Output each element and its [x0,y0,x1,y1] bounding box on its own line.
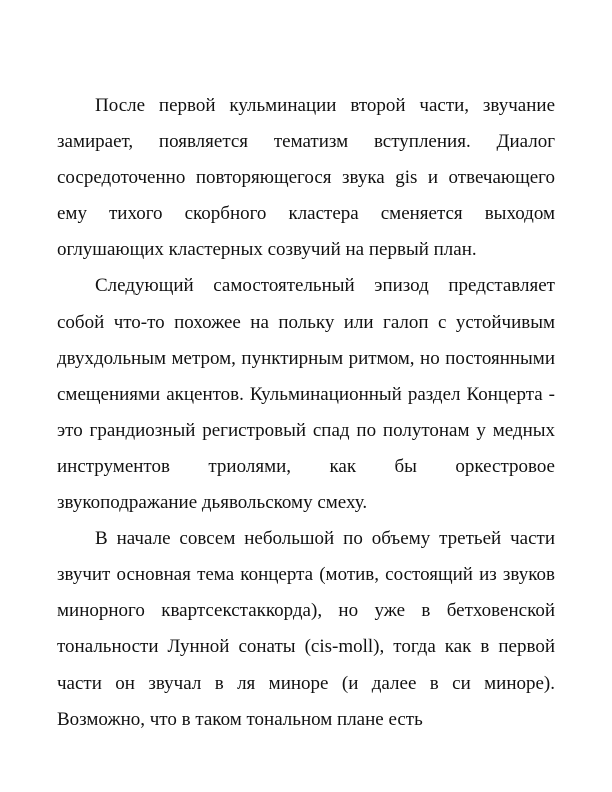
paragraph-2: Следующий самостоятельный эпизод представляет собой что-то похожее на польку или галоп с устойчивым двухдольным метром, пунктирным ритмом, но постоянными смещениями акцентов. Кульминационный раздел Концерта - это грандиозный регистровый спад по полутонам у медных инструментов триолями, как бы оркестровое звукоподражание дьявольскому смеху. [57,275,555,514]
paragraph-3: В начале совсем небольшой по объему третьей части звучит основная тема концерта (мотив, состоящий из звуков минорного квартсекстаккорда), но уже в бетховенской тональности Лунной сонаты (cis-moll), тогда как в первой части он звучал в ля миноре (и далее в си миноре). Возможно, что в таком тональном плане есть [57,528,555,730]
body-text [57,88,555,738]
paragraph-1: После первой кульминации второй части, звучание замирает, появляется тематизм вступления. Диалог сосредоточенно повторяющегося звука gis и отвечающего ему тихого скорбного кластера сменяется выходом оглушающих кластерных созвучий на первый план. [57,95,555,261]
